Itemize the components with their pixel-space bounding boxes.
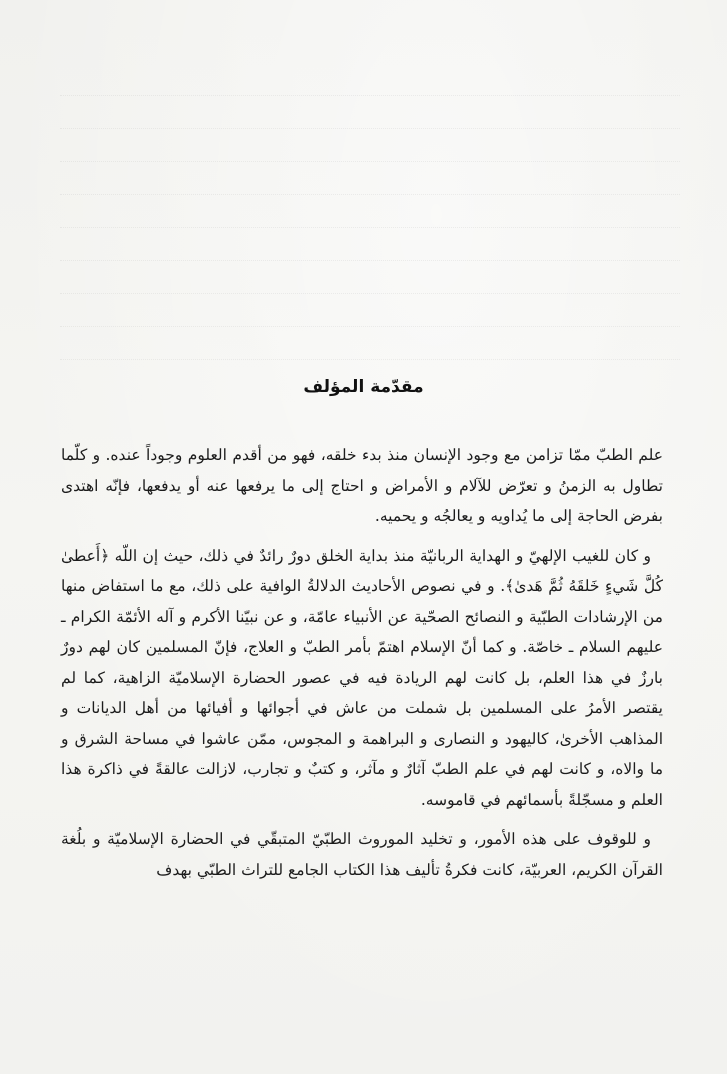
reverse-side-bleed-through bbox=[60, 95, 680, 425]
bleed-through-line bbox=[60, 128, 680, 130]
bleed-through-line bbox=[60, 95, 680, 97]
paragraph: و للوقوف على هذه الأمور، و تخليد الموروث الطبّيّ المتبقّي في الحضارة الإسلاميّة و بلُغة القرآن الكريم، العربيّة، كانت فكرةُ تأليف هذا الكتاب الجامع للتراث الطبّي بهدف bbox=[61, 830, 663, 879]
bleed-through-line bbox=[60, 227, 680, 229]
bleed-through-line bbox=[60, 326, 680, 328]
section-title: مقدّمة المؤلف bbox=[303, 377, 424, 397]
bleed-through-line bbox=[60, 161, 680, 163]
paragraph: علم الطبّ ممّا تزامن مع وجود الإنسان منذ بدء خلقه، فهو من أقدم العلوم وجوداً عنده. و كلّما تطاول به الزمنُ و تعرّض للآلام و الأمراض و احتاج إلى ما يرفعها عنه أو يدفعها، فإنّه اهتدى بفرض الحاجة إلى ما يُداويه و يعالجُه و يحميه. bbox=[61, 446, 663, 525]
bleed-through-line bbox=[60, 260, 680, 262]
body-text bbox=[61, 440, 663, 894]
bleed-through-line bbox=[60, 293, 680, 295]
bleed-through-line bbox=[60, 194, 680, 196]
paragraph: و كان للغيب الإلهيّ و الهداية الربانيّة منذ بداية الخلق دورٌ رائدٌ في ذلك، حيث إن اللّه ﴿أَعطىٰ كُلَّ شَيءٍ خَلقَهُ ثُمَّ هَدىٰ﴾. و في نصوص الأحاديث الدلالةُ الوافية على ذلك، مع ما استفاض منها من الإرشادات الطبّية و النصائح الصحّية عن الأنبياء عامّة، و عن نبيّنا الأكرم و آله الأئمّة الكرام ـ عليهم السلام ـ خاصّة. و كما أنّ الإسلام اهتمّ بأمر الطبّ و العلاج، فإنّ المسلمين كان لهم دورٌ بارزٌ في هذا العلم، بل كانت لهم الريادة فيه في عصور الحضارة الإسلاميّة الزاهية، كما لم يقتصر الأمرُ على المسلمين بل شملت من عاش في أجوائها و أفيائها من أهل الديانات و المذاهب الأخرىٰ، كاليهود و النصارى و البراهمة و المجوس، ممّن عاشوا في مساحة الشرق و ما والاه، و كانت لهم في علم الطبّ آثارٌ و مآثر، و كتبٌ و تجارب، لازالت عالقةً في ذاكرة هذا العلم و مسجّلةً بأسمائهم في قاموسه. bbox=[61, 546, 663, 809]
bleed-through-line bbox=[60, 359, 680, 361]
